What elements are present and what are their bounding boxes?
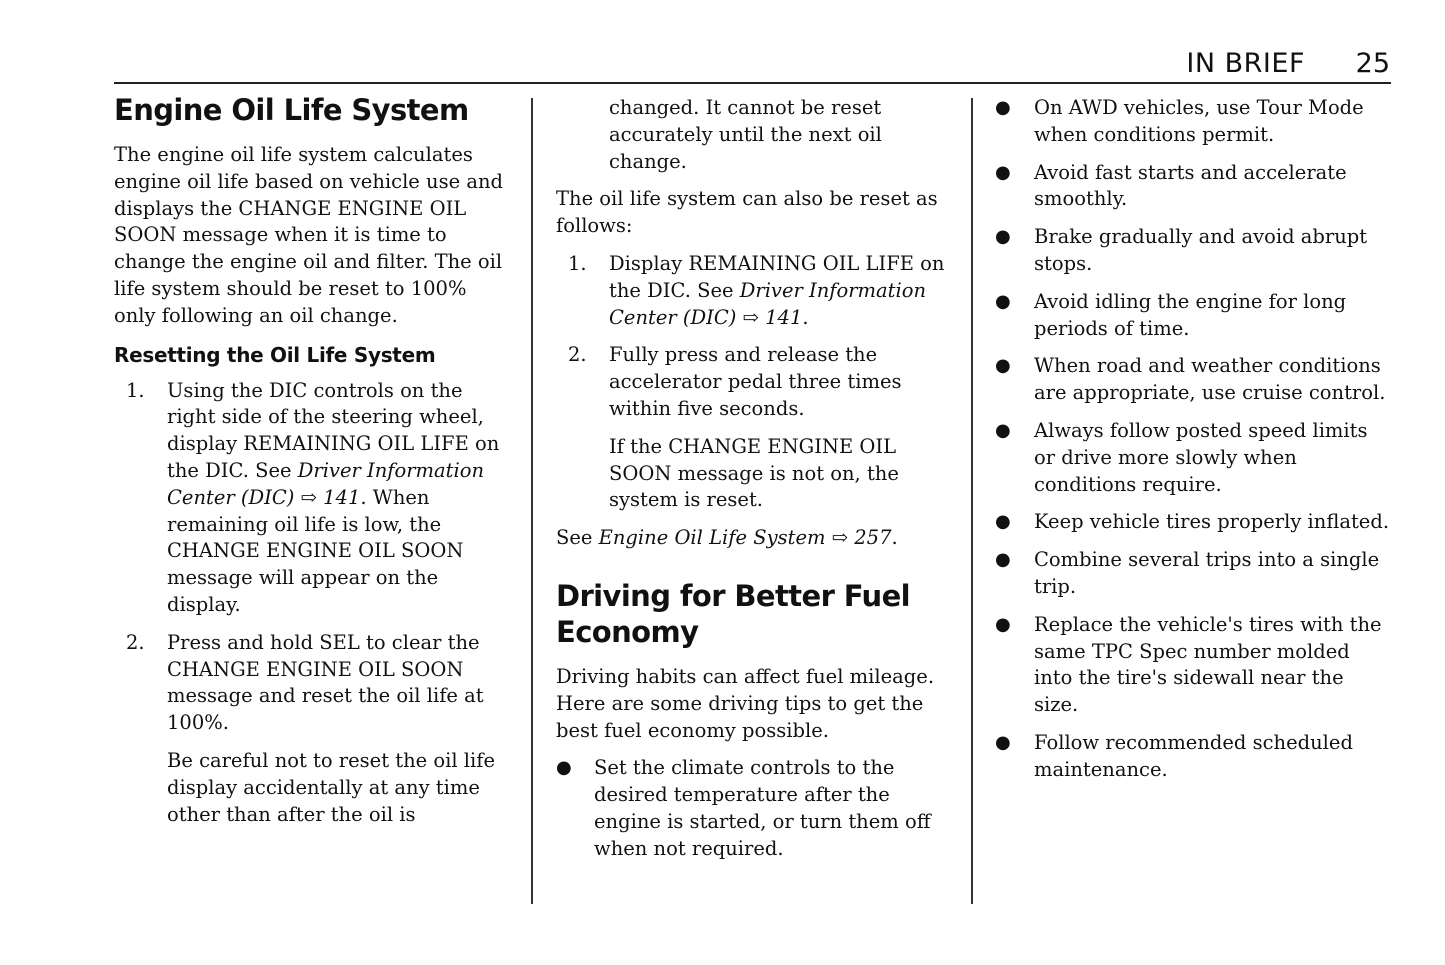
step-text-cont: . When remaining oil life is low, the CHANGE ENGINE OIL SOON message will appear on the display. [167, 485, 464, 616]
step-number: 2. [126, 630, 145, 654]
fuel-economy-intro: Driving habits can affect fuel mileage. Here are some driving tips to get the best fuel economy possible. [556, 664, 935, 742]
header-rule [114, 82, 1391, 84]
alt-step-2 [556, 342, 956, 422]
bullet-text: Keep vehicle tires properly inflated. [1034, 510, 1390, 534]
arrow-icon: ⇨ [831, 526, 849, 550]
step-number: 1. [568, 251, 587, 275]
reset-step-2 [114, 630, 514, 737]
list-item [995, 95, 1390, 149]
bullet-icon: ● [556, 757, 572, 779]
caution-note: Be careful not to reset the oil life display accidentally at any time other than after the oil is [167, 748, 496, 826]
step-text: Display REMAINING OIL LIFE on the DIC. See [609, 251, 945, 302]
bullet-icon: ● [995, 355, 1011, 377]
bullet-icon: ● [995, 549, 1011, 571]
see-end: . [891, 526, 898, 550]
bullet-text: Always follow posted speed limits or drive more slowly when conditions require. [1034, 418, 1368, 496]
reset-step-1 [114, 378, 514, 619]
list-item [995, 612, 1390, 719]
step-text-cont: . [802, 305, 809, 329]
bullet-icon: ● [995, 613, 1011, 635]
caution-note-cont: changed. It cannot be reset accurately until the next oil change. [609, 96, 882, 173]
cross-reference-link[interactable] [599, 526, 892, 549]
alt-step-1 [556, 251, 956, 331]
list-item [995, 730, 1390, 784]
list-item [995, 224, 1390, 278]
arrow-icon: ⇨ [300, 485, 317, 509]
see-label: See [556, 526, 599, 550]
step-text: Press and hold SEL to clear the CHANGE ENGINE OIL SOON message and reset the oil life at 100%. [167, 630, 484, 735]
list-item [995, 509, 1390, 536]
bullet-text: On AWD vehicles, use Tour Mode when conditions permit. [1034, 96, 1364, 146]
step-number: 2. [568, 343, 587, 367]
ref-page: 257 [854, 526, 892, 550]
bullet-text: Follow recommended scheduled maintenance. [1034, 730, 1353, 781]
subheading-reset: Resetting the Oil Life System [114, 342, 436, 367]
section-heading-oil-life: Engine Oil Life System [114, 93, 469, 127]
column-1 [114, 92, 514, 839]
see-also [556, 525, 956, 552]
list-item [995, 289, 1390, 343]
bullet-icon: ● [995, 731, 1011, 753]
ref-title: Driver Information Center (DIC) [167, 458, 485, 509]
bullet-text: Set the climate controls to the desired temperature after the engine is started, or turn them off when not required. [594, 756, 931, 860]
column-3 [995, 95, 1390, 795]
section-heading-fuel-economy: Driving for Better Fuel Economy [556, 578, 910, 649]
list-item [995, 353, 1390, 407]
ref-title: Driver Information Center (DIC) [609, 278, 927, 329]
step-text: Fully press and release the accelerator pedal three times within five seconds. [609, 343, 902, 420]
bullet-text: Combine several trips into a single trip. [1034, 548, 1380, 598]
list-item [995, 547, 1390, 601]
bullet-icon: ● [995, 511, 1011, 533]
list-item [556, 755, 956, 862]
bullet-text: Brake gradually and avoid abrupt stops. [1034, 225, 1368, 275]
bullet-icon: ● [995, 97, 1011, 118]
bullet-icon: ● [995, 419, 1011, 441]
ref-page: 141 [765, 305, 803, 329]
bullet-icon: ● [995, 290, 1011, 312]
bullet-text: Replace the vehicle's tires with the same TPC Spec number molded into the tire's sidewall near the size. [1034, 612, 1382, 717]
page-header [0, 46, 1390, 82]
ref-title: Engine Oil Life System [598, 526, 826, 550]
step-number: 1. [126, 378, 145, 402]
list-item [995, 418, 1390, 498]
column-divider-1 [531, 98, 533, 904]
bullet-icon: ● [995, 161, 1011, 183]
page-number: 25 [1355, 48, 1390, 79]
bullet-text: Avoid idling the engine for long periods of time. [1034, 289, 1347, 340]
step-text: Using the DIC controls on the right side of the steering wheel, display REMAINING OIL LIFE on the DIC. See [167, 378, 500, 482]
oil-life-intro: The engine oil life system calculates engine oil life based on vehicle use and displays the CHANGE ENGINE OIL SOON message when it is time to change the engine oil and filter. The oil life system should be reset to 100% only following an oil change. [114, 143, 504, 327]
bullet-text: When road and weather conditions are appropriate, use cruise control. [1034, 354, 1386, 405]
alt-step-2-note: If the CHANGE ENGINE OIL SOON message is not on, the system is reset. [609, 434, 899, 512]
section-title: IN BRIEF [1186, 48, 1305, 79]
list-item [995, 160, 1390, 214]
ref-page: 141 [323, 485, 361, 509]
arrow-icon: ⇨ [742, 305, 759, 329]
bullet-icon: ● [995, 226, 1011, 248]
column-divider-2 [971, 98, 973, 904]
column-2 [556, 95, 956, 874]
bullet-text: Avoid fast starts and accelerate smoothly. [1034, 160, 1347, 211]
alt-reset-intro: The oil life system can also be reset as follows: [556, 187, 938, 238]
